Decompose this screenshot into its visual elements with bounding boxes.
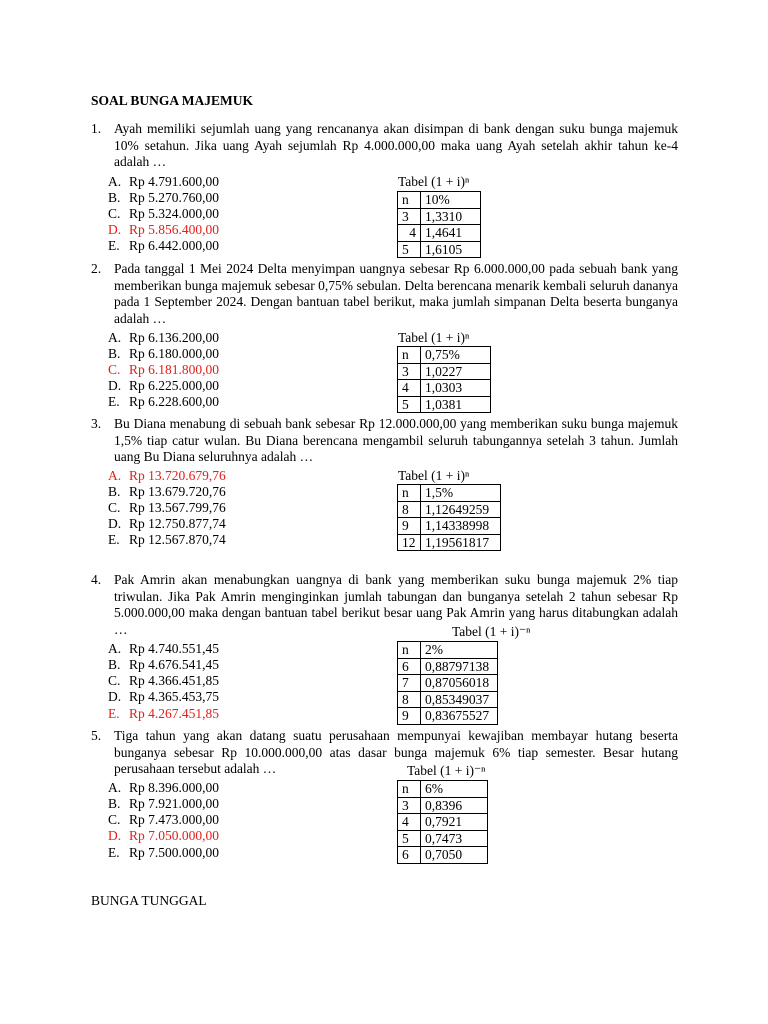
factor-table: [397, 484, 501, 551]
question-number: 5.: [91, 728, 102, 743]
table-caption: Tabel (1 + i)⁻ⁿ: [452, 624, 531, 639]
question-text: Pak Amrin akan menabungkan uangnya di bank yang memberikan suku bunga majemuk 2% tiap triwulan. Jika Pak Amrin menginginkan jumlah tabungan dan bunganya setelah 2 tahun sebesar Rp 5.000.000,00 maka dengan bantuan tabel berikut besar uang Pak Amrin yang harus ditabungkan adalah …: [114, 572, 678, 637]
question-text: Pada tanggal 1 Mei 2024 Delta menyimpan uangnya sebesar Rp 6.000.000,00 pada sebuah bank yang memberikan bunga majemuk sebesar 0,75% sebulan. Delta berencana menarik kembali seluruh dananya pada 1 September 2024. Dengan bantuan tabel berikut, maka jumlah simpanan Delta beserta bunganya adalah …: [114, 261, 678, 326]
table-row: 4 1,4641: [398, 225, 481, 242]
table-caption: Tabel (1 + i)ⁿ: [398, 174, 470, 189]
page-title: SOAL BUNGA MAJEMUK: [91, 93, 254, 108]
table-header-row: n 0,75%: [398, 347, 491, 364]
table-row: 3 1,3310: [398, 208, 481, 225]
table-row: 3 1,0227: [398, 363, 491, 380]
table-caption: Tabel (1 + i)ⁿ: [398, 330, 470, 345]
table-row: 3 0,8396: [398, 797, 488, 814]
table-row: 7 0,87056018: [398, 675, 498, 692]
table-row: 8 1,12649259: [398, 501, 501, 518]
question-number: 4.: [91, 572, 102, 587]
table-row: 6 0,88797138: [398, 658, 498, 675]
question-number: 3.: [91, 416, 102, 431]
table-header-row: n 2%: [398, 642, 498, 659]
table-row: 4 0,7921: [398, 814, 488, 831]
factor-table: [397, 191, 481, 258]
factor-table: [397, 780, 488, 864]
question-number: 2.: [91, 261, 102, 276]
table-row: 9 1,14338998: [398, 518, 501, 535]
table-caption: Tabel (1 + i)⁻ⁿ: [407, 763, 486, 778]
table-caption: Tabel (1 + i)ⁿ: [398, 468, 470, 483]
table-row: 12 1,19561817: [398, 534, 501, 551]
question-number: 1.: [91, 121, 102, 136]
table-header-row: n 10%: [398, 192, 481, 209]
table-row: 6 0,7050: [398, 847, 488, 864]
table-row: 5 1,0381: [398, 396, 491, 413]
question-text: Ayah memiliki sejumlah uang yang rencananya akan disimpan di bank dengan suku bunga majemuk 10% setahun. Jika uang Ayah sejumlah Rp 4.000.000,00 maka uang Ayah setelah akhir tahun ke-4 adalah …: [114, 121, 678, 169]
table-row: 4 1,0303: [398, 380, 491, 397]
table-row: 8 0,85349037: [398, 691, 498, 708]
factor-table: [397, 346, 491, 413]
factor-table: [397, 641, 498, 725]
table-row: 5 1,6105: [398, 241, 481, 258]
table-row: 5 0,7473: [398, 830, 488, 847]
question-4: [91, 572, 678, 638]
table-header-row: n 6%: [398, 781, 488, 798]
question-text: Bu Diana menabung di sebuah bank sebesar Rp 12.000.000,00 yang memberikan suku bunga majemuk 1,5% tiap catur wulan. Bu Diana berencana mengambil seluruh tabungannya setelah 3 tahun. Jumlah uang Bu Diana seluruhnya adalah …: [114, 416, 678, 464]
question-2: [91, 261, 678, 327]
question-text: Tiga tahun yang akan datang suatu perusahaan mempunyai kewajiban membayar hutang beserta bunganya sebesar Rp 10.000.000,00 atas dasar bunga majemuk 6% tiap semester. Besar hutang perusahaan tersebut adalah …: [114, 728, 678, 776]
question-3: [91, 416, 678, 466]
section-heading: BUNGA TUNGGAL: [91, 893, 207, 908]
question-1: [91, 121, 678, 171]
table-row: 9 0,83675527: [398, 708, 498, 725]
table-header-row: n 1,5%: [398, 485, 501, 502]
question-5: [91, 728, 678, 778]
